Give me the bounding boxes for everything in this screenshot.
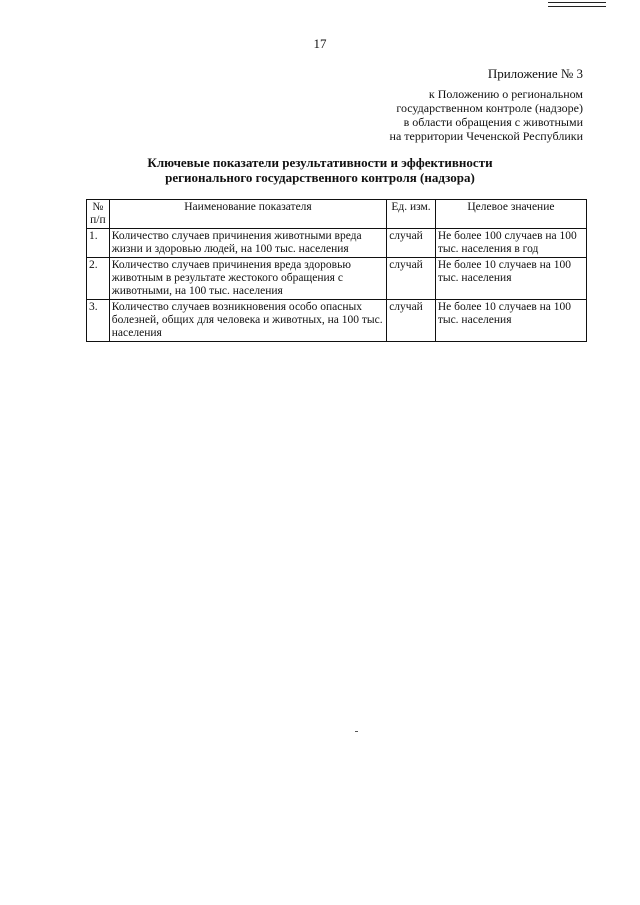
row-number: 2. — [87, 258, 110, 300]
row-number: 1. — [87, 229, 110, 258]
row-target: Не более 10 случаев на 100 тыс. населения — [435, 300, 586, 342]
header-unit: Ед. изм. — [387, 200, 436, 229]
row-target: Не более 10 случаев на 100 тыс. населения — [435, 258, 586, 300]
corner-registration-mark — [548, 2, 606, 7]
document-title-line: регионального государственного контроля (надзора) — [165, 170, 475, 185]
header-number-line: п/п — [90, 214, 106, 226]
appendix-reference — [390, 87, 583, 143]
row-unit: случай — [387, 229, 436, 258]
scan-speck — [355, 731, 358, 732]
header-number-line: № — [92, 201, 104, 213]
table-row — [87, 258, 587, 300]
appendix-line: государственном контроле (надзоре) — [396, 101, 583, 115]
row-number: 3. — [87, 300, 110, 342]
appendix-line: в области обращения с животными — [403, 115, 583, 129]
row-unit: случай — [387, 300, 436, 342]
table-header-row — [87, 200, 587, 229]
header-name: Наименование показателя — [109, 200, 386, 229]
table-row — [87, 229, 587, 258]
table-row — [87, 300, 587, 342]
indicators-table — [86, 199, 587, 342]
document-title-line: Ключевые показатели результативности и эффективности — [147, 155, 493, 170]
row-name: Количество случаев причинения вреда здоровью животным в результате жестокого обращения с животными, на 100 тыс. населения — [109, 258, 386, 300]
row-unit: случай — [387, 258, 436, 300]
row-name: Количество случаев возникновения особо опасных болезней, общих для человека и животных, на 100 тыс. населения — [109, 300, 386, 342]
appendix-line: на территории Чеченской Республики — [389, 129, 583, 143]
document-title — [0, 155, 640, 185]
header-target: Целевое значение — [435, 200, 586, 229]
appendix-line: к Положению о региональном — [428, 87, 583, 101]
page-number: 17 — [313, 36, 327, 51]
appendix-title: Приложение № 3 — [487, 66, 583, 81]
header-number — [87, 200, 110, 229]
row-name: Количество случаев причинения животными вреда жизни и здоровью людей, на 100 тыс. населения — [109, 229, 386, 258]
row-target: Не более 100 случаев на 100 тыс. населения в год — [435, 229, 586, 258]
